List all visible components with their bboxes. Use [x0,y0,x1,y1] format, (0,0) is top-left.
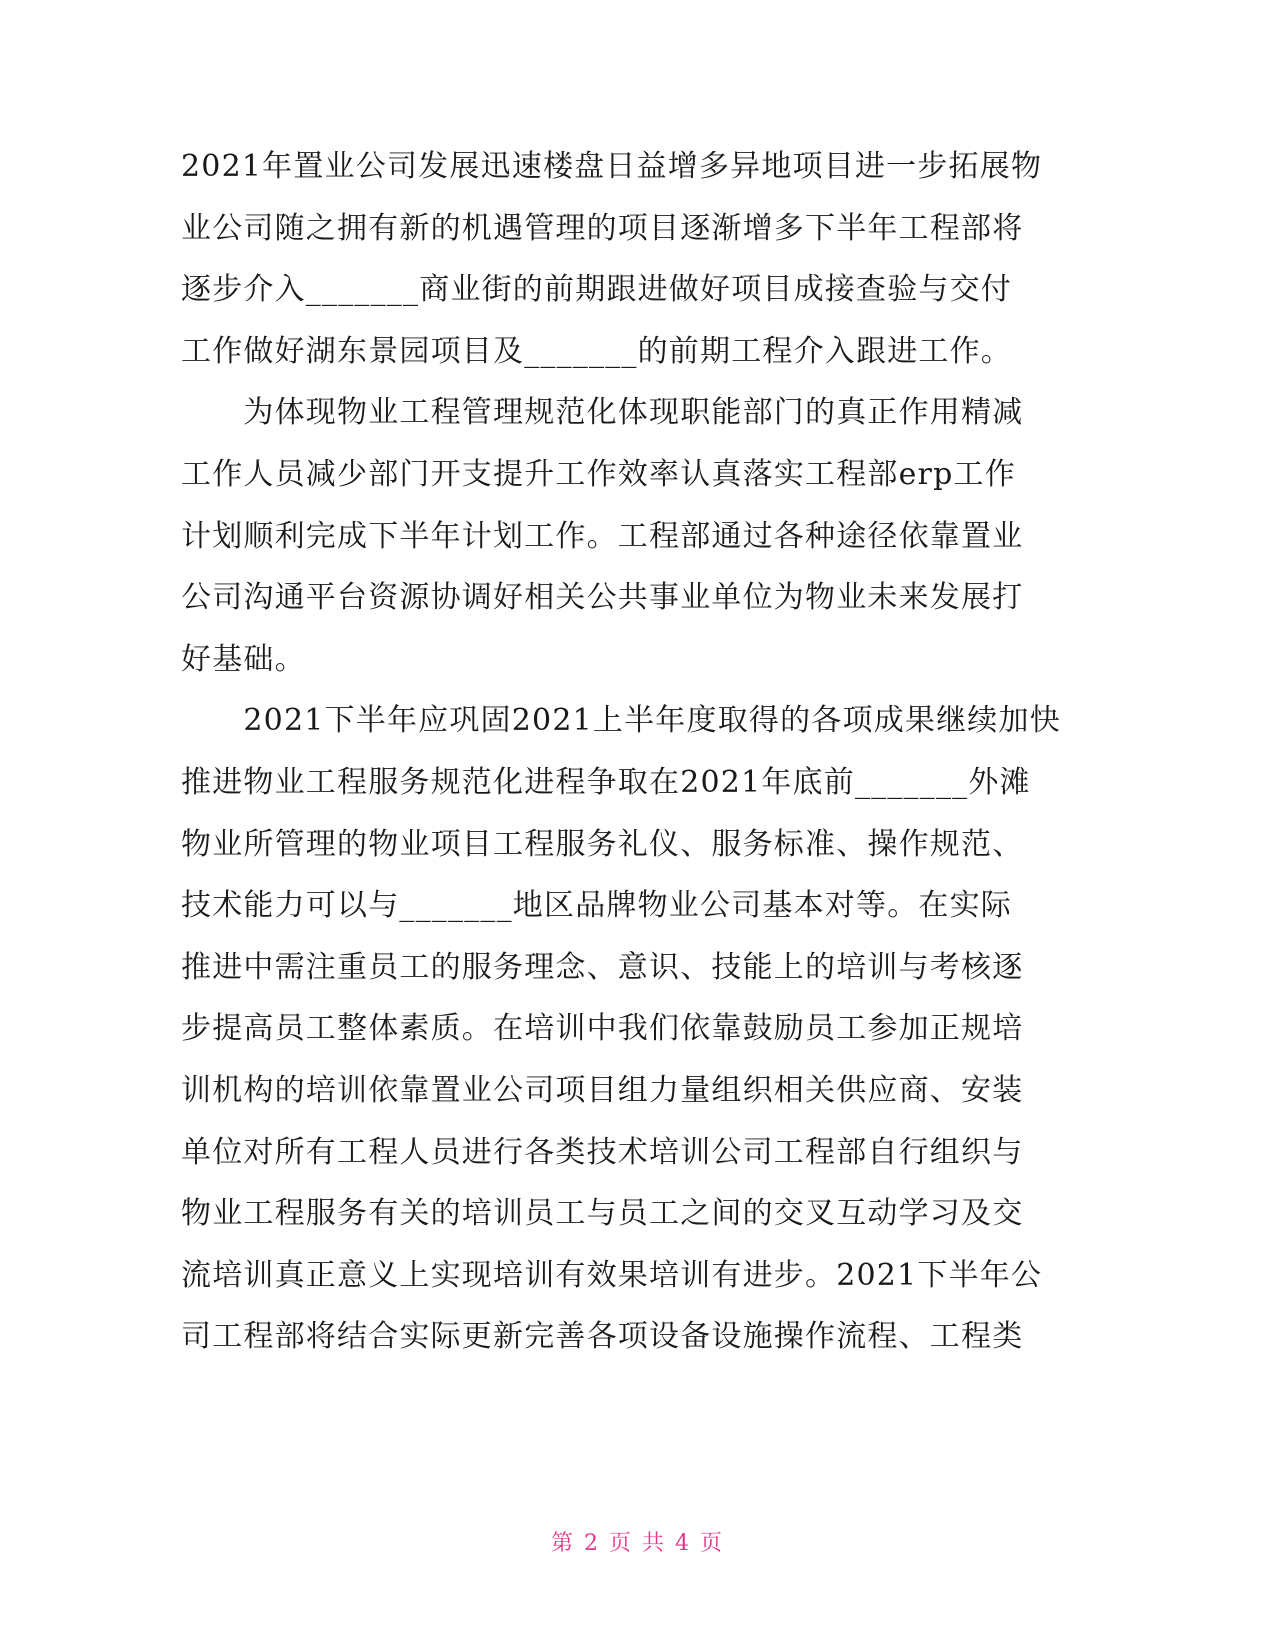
text-line: 物业所管理的物业项目工程服务礼仪、服务标准、操作规范、 [181,826,1024,862]
text-line: 流培训真正意义上实现培训有效果培训有进步。2021下半年公 [181,1257,1043,1293]
paragraph [181,136,1076,382]
text-line: 训机构的培训依靠置业公司项目组力量组织相关供应商、安装 [181,1072,1024,1108]
text-line: 技术能力可以与_______地区品牌物业公司基本对等。在实际 [181,888,1012,924]
paragraph [181,382,1076,690]
text-line: 推进物业工程服务规范化进程争取在2021年底前_______外滩 [181,764,1031,800]
text-line: 好基础。 [181,641,306,677]
text-line: 工作人员减少部门开支提升工作效率认真落实工程部erp工作 [181,456,1016,492]
text-line: 物业工程服务有关的培训员工与员工之间的交叉互动学习及交 [181,1196,1024,1232]
text-line: 计划顺利完成下半年计划工作。工程部通过各种途径依靠置业 [181,518,1024,554]
text-line: 工作做好湖东景园项目及_______的前期工程介入跟进工作。 [181,333,1012,369]
text-line: 逐步介入_______商业街的前期跟进做好项目成接查验与交付 [181,272,1012,308]
text-line: 司工程部将结合实际更新完善各项设备设施操作流程、工程类 [181,1319,1024,1355]
text-line: 为体现物业工程管理规范化体现职能部门的真正作用精减 [181,395,1024,431]
text-line: 业公司随之拥有新的机遇管理的项目逐渐增多下半年工程部将 [181,210,1024,246]
text-line: 公司沟通平台资源协调好相关公共事业单位为物业未来发展打 [181,580,1024,616]
text-line: 步提高员工整体素质。在培训中我们依靠鼓励员工参加正规培 [181,1011,1024,1047]
paragraph [181,690,1076,1368]
text-line: 2021年置业公司发展迅速楼盘日益增多异地项目进一步拓展物 [181,149,1043,184]
text-line: 推进中需注重员工的服务理念、意识、技能上的培训与考核逐 [181,949,1024,985]
text-line: 单位对所有工程人员进行各类技术培训公司工程部自行组织与 [181,1134,1024,1170]
document-body [181,136,1076,1368]
page-number-footer: 第 2 页 共 4 页 [551,1531,724,1556]
text-line: 2021下半年应巩固2021上半年度取得的各项成果继续加快 [181,703,1061,739]
